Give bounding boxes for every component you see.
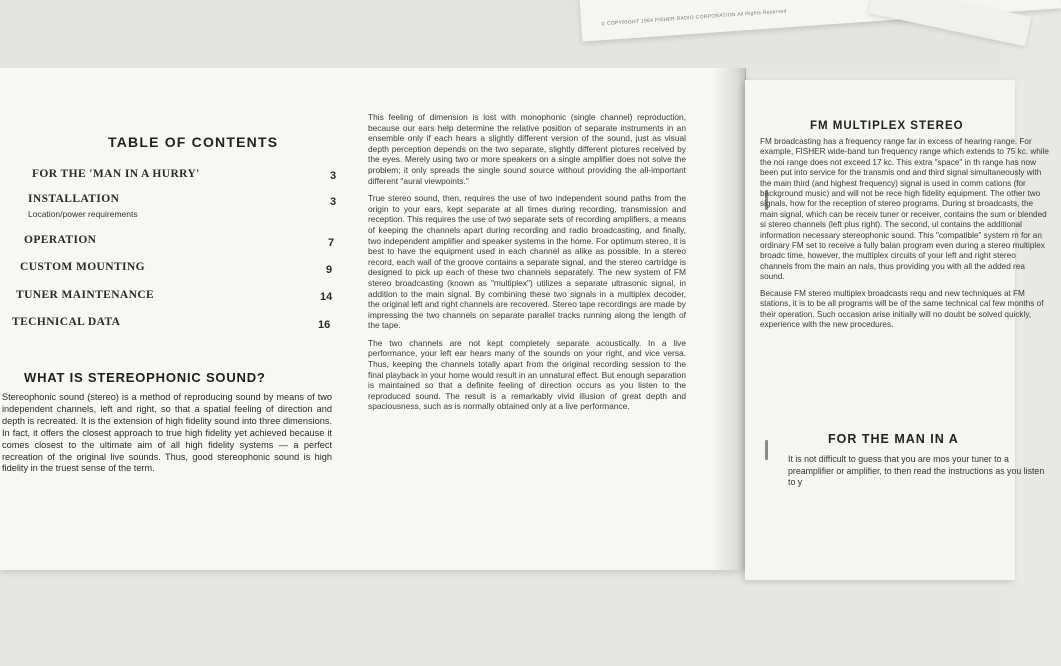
paragraph: Because FM stereo multiplex broadcasts requ and new techniques at FM stations, it is to be all programs will be of the same technical cal few months of their operation. Such occasion arise initially will no doubt be solved quickly, experience with the new procedures. [760, 288, 1044, 329]
paragraph: True stereo sound, then, requires the use of two independent sound paths from the origin to your ears, kept separate at all times during recording, transmission and reception. This requires the use of two separate sets of recording amplifiers, a means of keeping the channels apart during recording and radio broadcasting, and finally, two independent amplifier and speaker systems in the home. For optimum stereo, it is best to have the equipment used in each channel as alike as possible. In a stereo record, each wall of the groove contains a separate signal, and the stereo cartridge is designed to pick up each of these two channels separately. The new system of FM stereo broadcasting (known as "multiplex") utilizes a separate ultrasonic signal, in addition to the main signal. By combining these two signals in a multiplex decoder, the original left and right channels are recovered. Stereo tape recordings are made by impressing the two channels on separate parallel tracks running along the length of the tape. [368, 193, 686, 331]
toc-item-label: OPERATION [24, 234, 97, 246]
toc-item-label: CUSTOM MOUNTING [20, 261, 145, 273]
middle-column [368, 112, 686, 419]
toc-title: TABLE OF CONTENTS [108, 134, 279, 150]
paragraph: FM broadcasting has a frequency range far in excess of hearing range. For example, FISHER wide-band tun frequency range which extends to 75 kc. while the noi range does not exceed 17 kc. This extra "space" in th range has now been put into service for the transmis ond and third signal simultaneously with the main third (and highest frequency) signal is used in comm cations (for background music) and will not be rece high fidelity equipment. The other two signals, how for the reception of stereo programs. During st broadcasts, the main signal, which can be receiv tuner or receiver, contains the sum or blended si stereo channels (left plus right). The second, ul contains the additional information necessary stereophonic sound. This "compatible" system m for an ordinary FM set to receive a fully balan program even during a stereo multiplex broadc time, however, the multiplex circuits of your left and right stereo channels from the main an nals, thus providing you with all the added rea sound. [760, 137, 1049, 282]
right-page-intro [788, 454, 1045, 489]
staple [765, 440, 768, 460]
paragraph: The two channels are not kept completely separate acoustically. In a live performance, your left ear hears many of the sounds on your right, and vice versa. Thus, keeping the channels totally apart from the original recording session to the final playback in your home would result in an unnatural effect. But enough separation is maintained so that a definite feeling of direction occurs as you listen to the reproduced sound. The result is a remarkably vivid illusion of great depth and spaciousness, such as is normally obtained only at a live performance. [368, 337, 686, 412]
toc-item-label: TUNER MAINTENANCE [16, 289, 155, 301]
toc-item-page: 3 [330, 170, 337, 182]
toc-item-subtitle: Location/power requirements [28, 209, 138, 219]
copyright-line: © COPYRIGHT 1964 FISHER RADIO CORPORATION All Rights Reserved [601, 8, 787, 28]
toc-item-page: 9 [326, 264, 333, 276]
paragraph: This feeling of dimension is lost with monophonic (single channel) reproduction, because our ears help determine the relative position of separate instruments in an ensemble only if each hears a slightly different version of the sound, just as visual depth perception depends on the two separate, slightly different pictures received by the eyes. Merely using two or more speakers on a single amplifier does not solve the problem; it only spreads the single sound source without providing the all-important different "aural viewpoints." [368, 112, 686, 186]
right-page-body [760, 137, 1049, 336]
toc-item-label: FOR THE 'MAN IN A HURRY' [32, 168, 200, 180]
toc-item-label: TECHNICAL DATA [12, 316, 121, 328]
toc-item-page: 7 [328, 237, 335, 249]
toc-item-page: 16 [318, 319, 331, 331]
toc-item-label: INSTALLATION [28, 193, 120, 205]
toc-item-page: 14 [320, 291, 333, 303]
right-page-heading: FOR THE MAN IN A [828, 432, 959, 446]
section-heading: WHAT IS STEREOPHONIC SOUND? [24, 370, 266, 385]
toc-item-page: 3 [330, 196, 337, 208]
booklet-spine-shadow [712, 68, 746, 570]
section-body: Stereophonic sound (stereo) is a method of reproducing sound by means of two independent channels, left and right, so that a spatial feeling of direction and depth is recreated. It is the extension of high fidelity sound into three dimensions. In fact, it offers the closest approach to true high fidelity yet achieved because it comes closest to the ultimate aim of all high fidelity systems — a perfect recreation of the original live sounds. Thus, good stereophonic sound is high fidelity in the truest sense of the term. [2, 392, 332, 474]
right-page-title: FM MULTIPLEX STEREO [810, 120, 964, 132]
paragraph: It is not difficult to guess that you are mos your tuner to a preamplifier or amplifier, to then read the instructions as you listen to y [788, 454, 1045, 487]
